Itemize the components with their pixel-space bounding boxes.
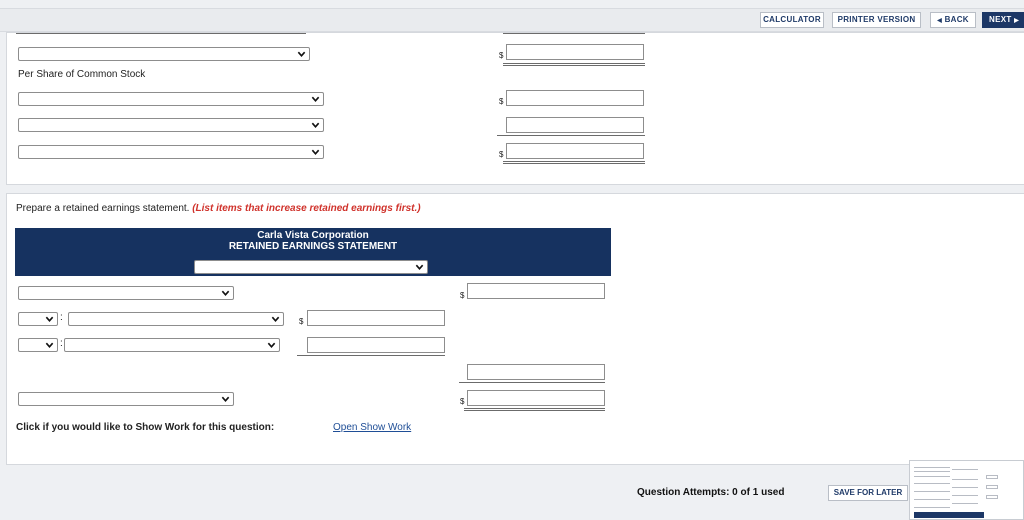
back-button[interactable] bbox=[930, 12, 976, 28]
double-underline bbox=[503, 163, 645, 164]
row-underline bbox=[297, 355, 445, 356]
colon-separator: : bbox=[60, 312, 63, 323]
ending-balance-input[interactable] bbox=[467, 390, 605, 406]
adjustment-item-dropdown[interactable] bbox=[68, 312, 284, 326]
adjustment-item-dropdown[interactable] bbox=[64, 338, 280, 352]
chevron-down-icon bbox=[311, 147, 320, 157]
chevron-down-icon bbox=[45, 314, 54, 324]
back-button-label: BACK bbox=[944, 15, 969, 24]
add-less-dropdown[interactable] bbox=[18, 338, 58, 352]
double-underline bbox=[503, 63, 645, 64]
instruction-hint: (List items that increase retained earnings first.) bbox=[192, 203, 421, 214]
company-name: Carla Vista Corporation bbox=[257, 230, 369, 241]
subtotal-input[interactable] bbox=[467, 364, 605, 380]
row-underline bbox=[497, 135, 645, 136]
statement-title: RETAINED EARNINGS STATEMENT bbox=[228, 241, 398, 252]
page-thumbnail[interactable] bbox=[909, 460, 1024, 520]
row-divider bbox=[16, 33, 306, 34]
double-underline bbox=[464, 408, 605, 409]
chevron-down-icon bbox=[297, 49, 306, 59]
eps-item-dropdown[interactable] bbox=[18, 92, 324, 106]
chevron-down-icon bbox=[267, 340, 276, 350]
triangle-left-icon: ◀ bbox=[937, 18, 943, 24]
triangle-right-icon: ▶ bbox=[1014, 18, 1019, 24]
chevron-down-icon bbox=[221, 394, 230, 404]
open-show-work-link[interactable]: Open Show Work bbox=[333, 422, 412, 433]
beginning-balance-dropdown[interactable] bbox=[18, 286, 234, 300]
instruction-main: Prepare a retained earnings statement. bbox=[16, 203, 190, 214]
chevron-down-icon bbox=[221, 288, 230, 298]
statement-header bbox=[15, 228, 611, 276]
income-statement-panel bbox=[6, 32, 1024, 185]
eps-total-input[interactable] bbox=[506, 143, 644, 159]
row-divider bbox=[503, 33, 645, 34]
chevron-down-icon bbox=[415, 262, 424, 272]
currency-symbol: $ bbox=[499, 51, 504, 60]
amount-input[interactable] bbox=[506, 44, 644, 60]
beginning-balance-input[interactable] bbox=[467, 283, 605, 299]
chevron-down-icon bbox=[45, 340, 54, 350]
ending-balance-dropdown[interactable] bbox=[18, 392, 234, 406]
currency-symbol: $ bbox=[499, 150, 504, 159]
row-underline bbox=[459, 382, 605, 383]
adjustment-amount-input[interactable] bbox=[307, 310, 445, 326]
calculator-button[interactable]: CALCULATOR bbox=[760, 12, 824, 28]
retained-earnings-panel bbox=[6, 193, 1024, 465]
chevron-down-icon bbox=[311, 94, 320, 104]
chevron-down-icon bbox=[311, 120, 320, 130]
add-less-dropdown[interactable] bbox=[18, 312, 58, 326]
question-attempts: Question Attempts: 0 of 1 used bbox=[637, 487, 785, 498]
period-dropdown[interactable] bbox=[194, 260, 428, 274]
next-button-label: NEXT bbox=[989, 15, 1012, 24]
currency-symbol: $ bbox=[460, 291, 465, 300]
instruction-text bbox=[16, 203, 421, 214]
currency-symbol: $ bbox=[299, 317, 304, 326]
currency-symbol: $ bbox=[499, 97, 504, 106]
double-underline bbox=[464, 410, 605, 411]
eps-item-dropdown[interactable] bbox=[18, 118, 324, 132]
show-work-prompt: Click if you would like to Show Work for this question: bbox=[16, 422, 275, 433]
chevron-down-icon bbox=[271, 314, 280, 324]
printer-version-button[interactable]: PRINTER VERSION bbox=[832, 12, 921, 28]
account-dropdown[interactable] bbox=[18, 47, 310, 61]
save-for-later-button[interactable]: SAVE FOR LATER bbox=[828, 485, 908, 501]
eps-item-dropdown[interactable] bbox=[18, 145, 324, 159]
double-underline bbox=[503, 161, 645, 162]
adjustment-amount-input[interactable] bbox=[307, 337, 445, 353]
eps-amount-input[interactable] bbox=[506, 90, 644, 106]
next-button[interactable] bbox=[982, 12, 1024, 28]
currency-symbol: $ bbox=[460, 397, 465, 406]
eps-amount-input[interactable] bbox=[506, 117, 644, 133]
double-underline bbox=[503, 65, 645, 66]
top-toolbar bbox=[0, 8, 1024, 32]
per-share-label: Per Share of Common Stock bbox=[18, 69, 146, 80]
colon-separator: : bbox=[60, 338, 63, 349]
